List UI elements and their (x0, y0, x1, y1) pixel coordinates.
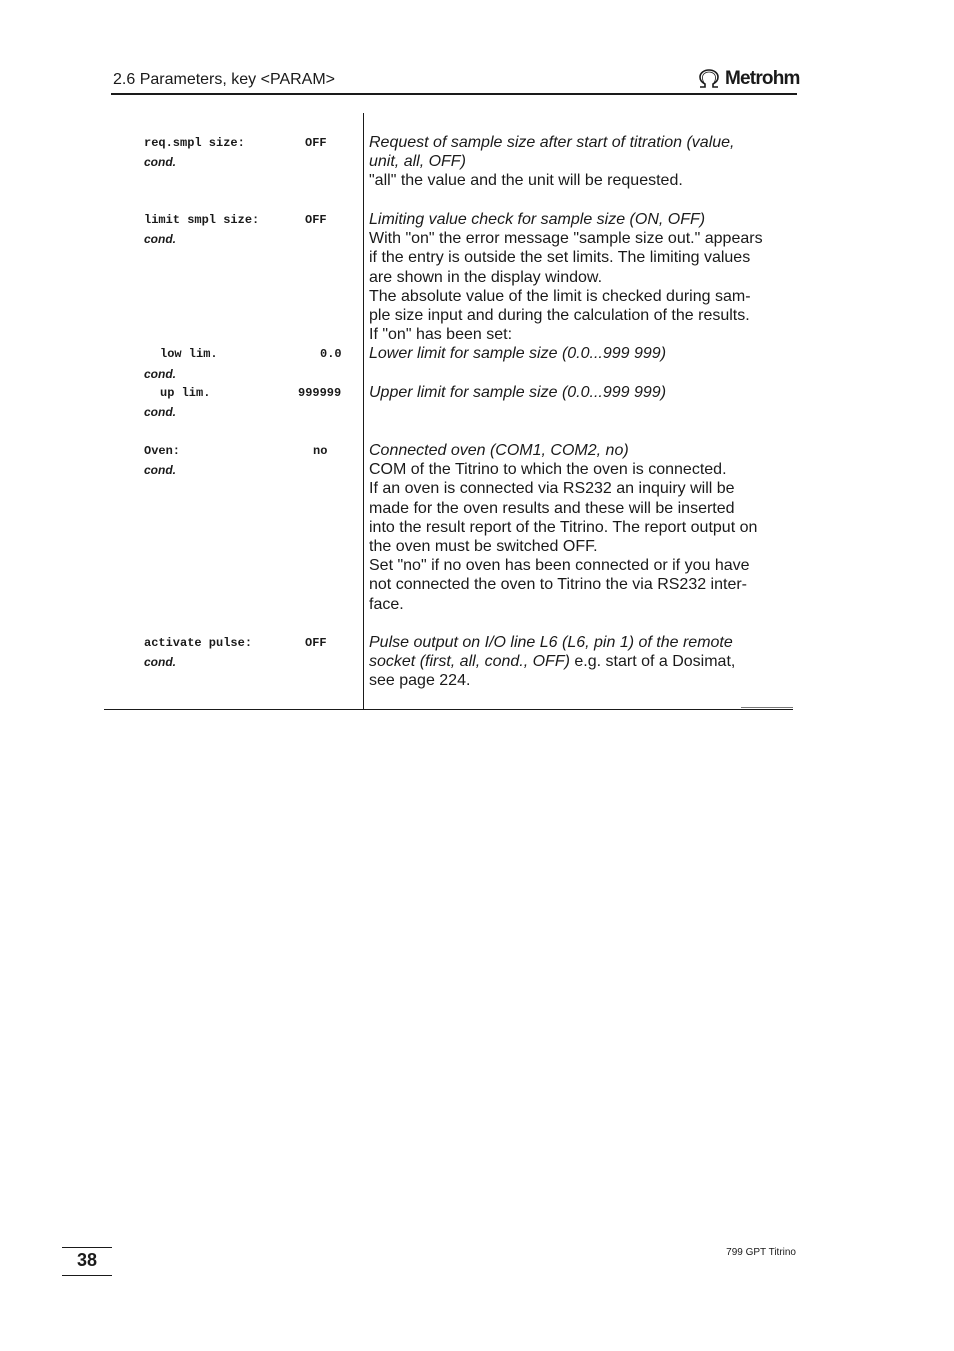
desc-line: Pulse output on I/O line L6 (L6, pin 1) of the remote (369, 634, 733, 651)
param-cond: cond. (144, 405, 176, 419)
desc-line-italic-part: socket (first, all, cond., OFF) (369, 653, 570, 671)
param-description (369, 210, 789, 344)
desc-line: Request of sample size after start of titration (value, (369, 134, 735, 151)
desc-line: the oven must be switched OFF. (369, 538, 598, 556)
param-name: up lim. (160, 386, 211, 400)
desc-line: into the result report of the Titrino. The report output on (369, 518, 758, 536)
param-value: OFF (305, 213, 327, 227)
header-rule (111, 93, 797, 95)
param-description (369, 344, 789, 363)
brand-name: Metrohm (725, 68, 800, 89)
column-divider (363, 113, 364, 710)
param-description (369, 133, 789, 191)
param-cond: cond. (144, 655, 176, 669)
page-number-rule-top (62, 1247, 112, 1248)
param-cond: cond. (144, 232, 176, 246)
param-name: req.smpl size: (144, 136, 245, 150)
param-name: activate pulse: (144, 636, 253, 650)
param-name: limit smpl size: (144, 213, 260, 227)
product-name: 799 GPT Titrino (726, 1247, 796, 1258)
param-value: 999999 (298, 386, 342, 400)
omega-icon (697, 69, 721, 89)
desc-line: Set "no" if no oven has been connected or if you have (369, 557, 750, 575)
desc-line: are shown in the display window. (369, 268, 603, 286)
desc-line: If "on" has been set: (369, 326, 513, 344)
desc-line: ple size input and during the calculation of the results. (369, 307, 750, 325)
desc-line: COM of the Titrino to which the oven is connected. (369, 461, 727, 479)
param-cond: cond. (144, 367, 176, 381)
page-number-rule-bottom (62, 1275, 112, 1276)
desc-line: Upper limit for sample size (0.0...999 999) (369, 384, 667, 401)
param-description (369, 441, 789, 614)
param-value: OFF (305, 136, 327, 150)
desc-line: if the entry is outside the set limits. The limiting values (369, 249, 751, 267)
param-name: low lim. (160, 347, 218, 361)
param-value: OFF (305, 636, 327, 650)
table-bottom-rule-tail (741, 707, 793, 708)
desc-line: face. (369, 595, 404, 613)
desc-line: With "on" the error message "sample size out." appears (369, 230, 763, 248)
desc-line: see page 224. (369, 672, 471, 690)
brand-logo (697, 68, 800, 90)
desc-line: unit, all, OFF) (369, 153, 466, 171)
desc-line-normal-part: e.g. start of a Dosimat, (569, 653, 736, 671)
param-cond: cond. (144, 155, 176, 169)
page-number: 38 (76, 1250, 98, 1270)
param-cond: cond. (144, 463, 176, 477)
desc-line: Limiting value check for sample size (ON, OFF) (369, 211, 706, 228)
param-description (369, 633, 789, 691)
param-name: Oven: (144, 444, 181, 458)
desc-line: not connected the oven to Titrino the via RS232 inter- (369, 576, 748, 594)
desc-line: Connected oven (COM1, COM2, no) (369, 442, 629, 459)
section-title: 2.6 Parameters, key <PARAM> (113, 71, 336, 88)
desc-line-mixed (369, 652, 789, 671)
param-description (369, 383, 789, 402)
desc-line: made for the oven results and these will be inserted (369, 499, 735, 517)
param-value: no (313, 444, 328, 458)
desc-line: If an oven is connected via RS232 an inquiry will be (369, 480, 735, 498)
desc-line: Lower limit for sample size (0.0...999 999) (369, 345, 667, 362)
param-value: 0.0 (320, 347, 342, 361)
table-bottom-rule (104, 709, 793, 710)
desc-line: "all" the value and the unit will be requested. (369, 172, 683, 190)
desc-line: The absolute value of the limit is checked during sam- (369, 287, 751, 305)
